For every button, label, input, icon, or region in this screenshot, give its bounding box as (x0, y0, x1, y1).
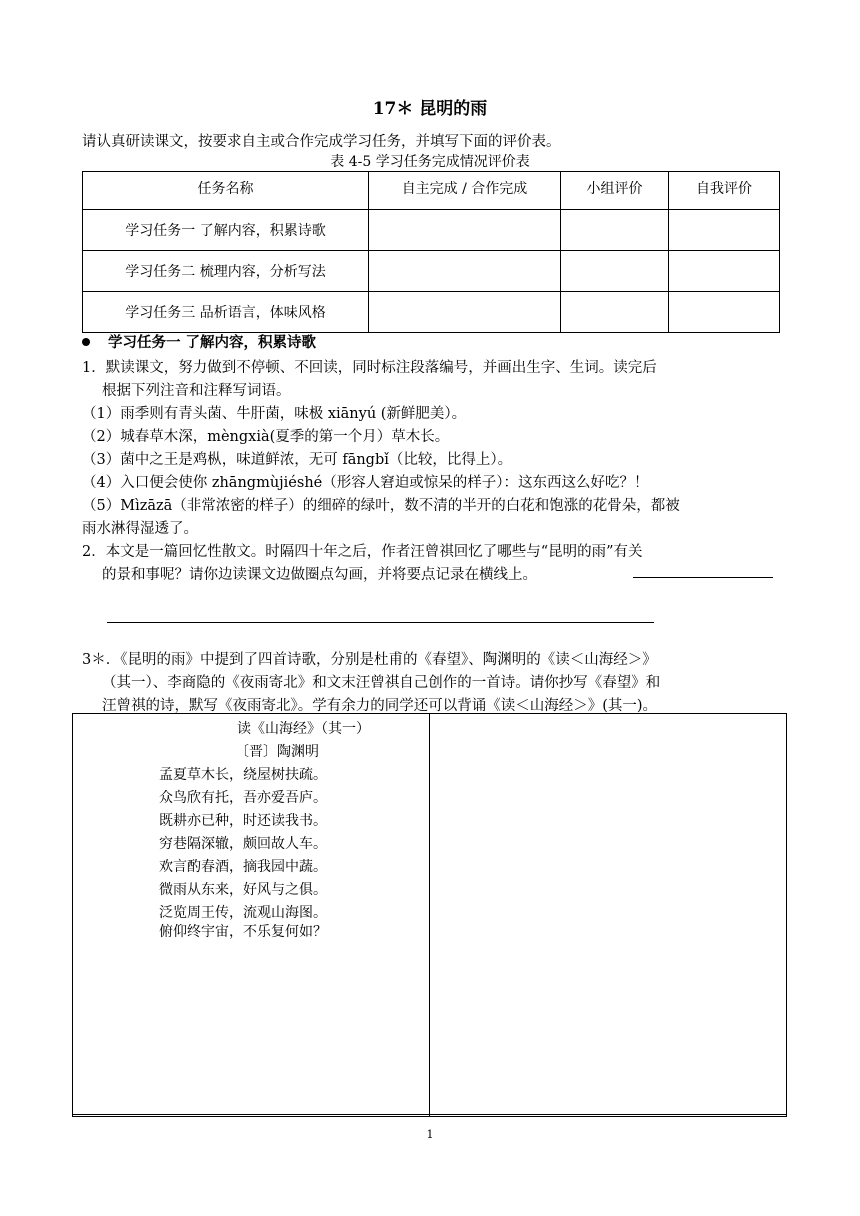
table-row (83, 292, 780, 333)
header-completion-mode: 自主完成 / 合作完成 (369, 172, 561, 210)
q1-item-5: （5）Mìzāzā（非常浓密的样子）的细碎的绿叶，数不清的半开的白花和饱涨的花骨朵，都被 (82, 498, 680, 514)
table-row (83, 251, 780, 292)
table-row (83, 210, 780, 251)
q2-line2: 的景和事呢？请你边读课文边做圈点勾画，并将要点记录在横线上。 (102, 567, 537, 583)
self-eval-cell[interactable] (669, 210, 780, 251)
header-self-eval: 自我评价 (669, 172, 780, 210)
poem-line: 泛览周王传，流观山海图。 (159, 905, 327, 921)
poem-line: 穷巷隔深辙，颇回故人车。 (159, 836, 327, 852)
task-name-cell: 学习任务二 梳理内容，分析写法 (83, 251, 369, 292)
q1-item-1: （1）雨季则有青头菌、牛肝菌，味极 xiānyú (新鲜肥美）。 (82, 406, 467, 422)
q1-line1: 1．默读课文，努力做到不停顿、不回读，同时标注段落编号，并画出生字、生词。读完后 (82, 360, 657, 376)
q3-line1: 3＊．《昆明的雨》中提到了四首诗歌，分别是杜甫的《春望》、陶渊明的《读＜山海经＞》 (82, 652, 657, 668)
page-title: 17＊ 昆明的雨 (372, 99, 488, 119)
poem-author: 〔晋〕陶渊明 (235, 744, 319, 760)
q3-line2: （其一）、李商隐的《夜雨寄北》和文末汪曾祺自己创作的一首诗。请你抄写《春望》和 (102, 675, 661, 691)
self-eval-cell[interactable] (669, 251, 780, 292)
page-number: 1 (426, 1128, 434, 1141)
poem-writing-table (72, 713, 787, 1117)
group-eval-cell[interactable] (561, 292, 669, 333)
q1-line2: 根据下列注音和注释写词语。 (102, 383, 291, 399)
q1-item-3: （3）菌中之王是鸡枞，味道鲜浓，无可 fāngbǐ（比较，比得上）。 (82, 452, 513, 468)
header-group-eval: 小组评价 (561, 172, 669, 210)
self-eval-cell[interactable] (669, 292, 780, 333)
poem-line: 微雨从东来，好风与之俱。 (159, 882, 327, 898)
q2-line1: 2．本文是一篇回忆性散文。时隔四十年之后，作者汪曾祺回忆了哪些与“昆明的雨”有关 (82, 544, 643, 560)
writing-cell[interactable] (430, 714, 787, 1115)
answer-line[interactable] (633, 577, 773, 578)
section-heading-text: 学习任务一 了解内容，积累诗歌 (108, 334, 317, 351)
poem-title: 读《山海经》（其一） (237, 721, 370, 737)
poem-line: 欢言酌春酒，摘我园中蔬。 (159, 859, 327, 875)
poem-line: 俯仰终宇宙，不乐复何如？ (159, 924, 327, 940)
writing-cell[interactable] (430, 1115, 787, 1117)
intro-text: 请认真研读课文，按要求自主或合作完成学习任务，并填写下面的评价表。 (82, 134, 561, 150)
task-name-cell: 学习任务一 了解内容，积累诗歌 (83, 210, 369, 251)
group-eval-cell[interactable] (561, 251, 669, 292)
section-heading (82, 331, 316, 352)
poem-line: 既耕亦已种，时还读我书。 (159, 813, 327, 829)
q1-item-4: （4）入口便会使你 zhāngmùjiéshé（形容人窘迫或惊呆的样子）：这东西这么好吃？！ (82, 475, 649, 491)
header-task-name: 任务名称 (83, 172, 369, 210)
answer-line[interactable] (107, 622, 654, 623)
poem-line: 孟夏草木长，绕屋树扶疏。 (159, 767, 327, 783)
completion-cell[interactable] (369, 210, 561, 251)
q1-item-2: （2）城春草木深，mèngxià(夏季的第一个月）草木长。 (82, 429, 450, 445)
writing-cell[interactable] (73, 1115, 430, 1117)
bullet-icon (82, 338, 90, 346)
task-name-cell: 学习任务三 品析语言，体味风格 (83, 292, 369, 333)
group-eval-cell[interactable] (561, 210, 669, 251)
table-caption: 表 4-5 学习任务完成情况评价表 (330, 154, 530, 170)
completion-cell[interactable] (369, 292, 561, 333)
completion-cell[interactable] (369, 251, 561, 292)
poem-cell-shanhaijing (73, 714, 430, 1115)
evaluation-table (82, 171, 780, 333)
poem-line: 众鸟欣有托，吾亦爱吾庐。 (159, 790, 327, 806)
q1-item-5-cont: 雨水淋得湿透了。 (82, 521, 198, 537)
q3-line3: 汪曾祺的诗，默写《夜雨寄北》。学有余力的同学还可以背诵《读＜山海经＞》(其一)。 (102, 698, 658, 714)
table-header-row (83, 172, 780, 210)
